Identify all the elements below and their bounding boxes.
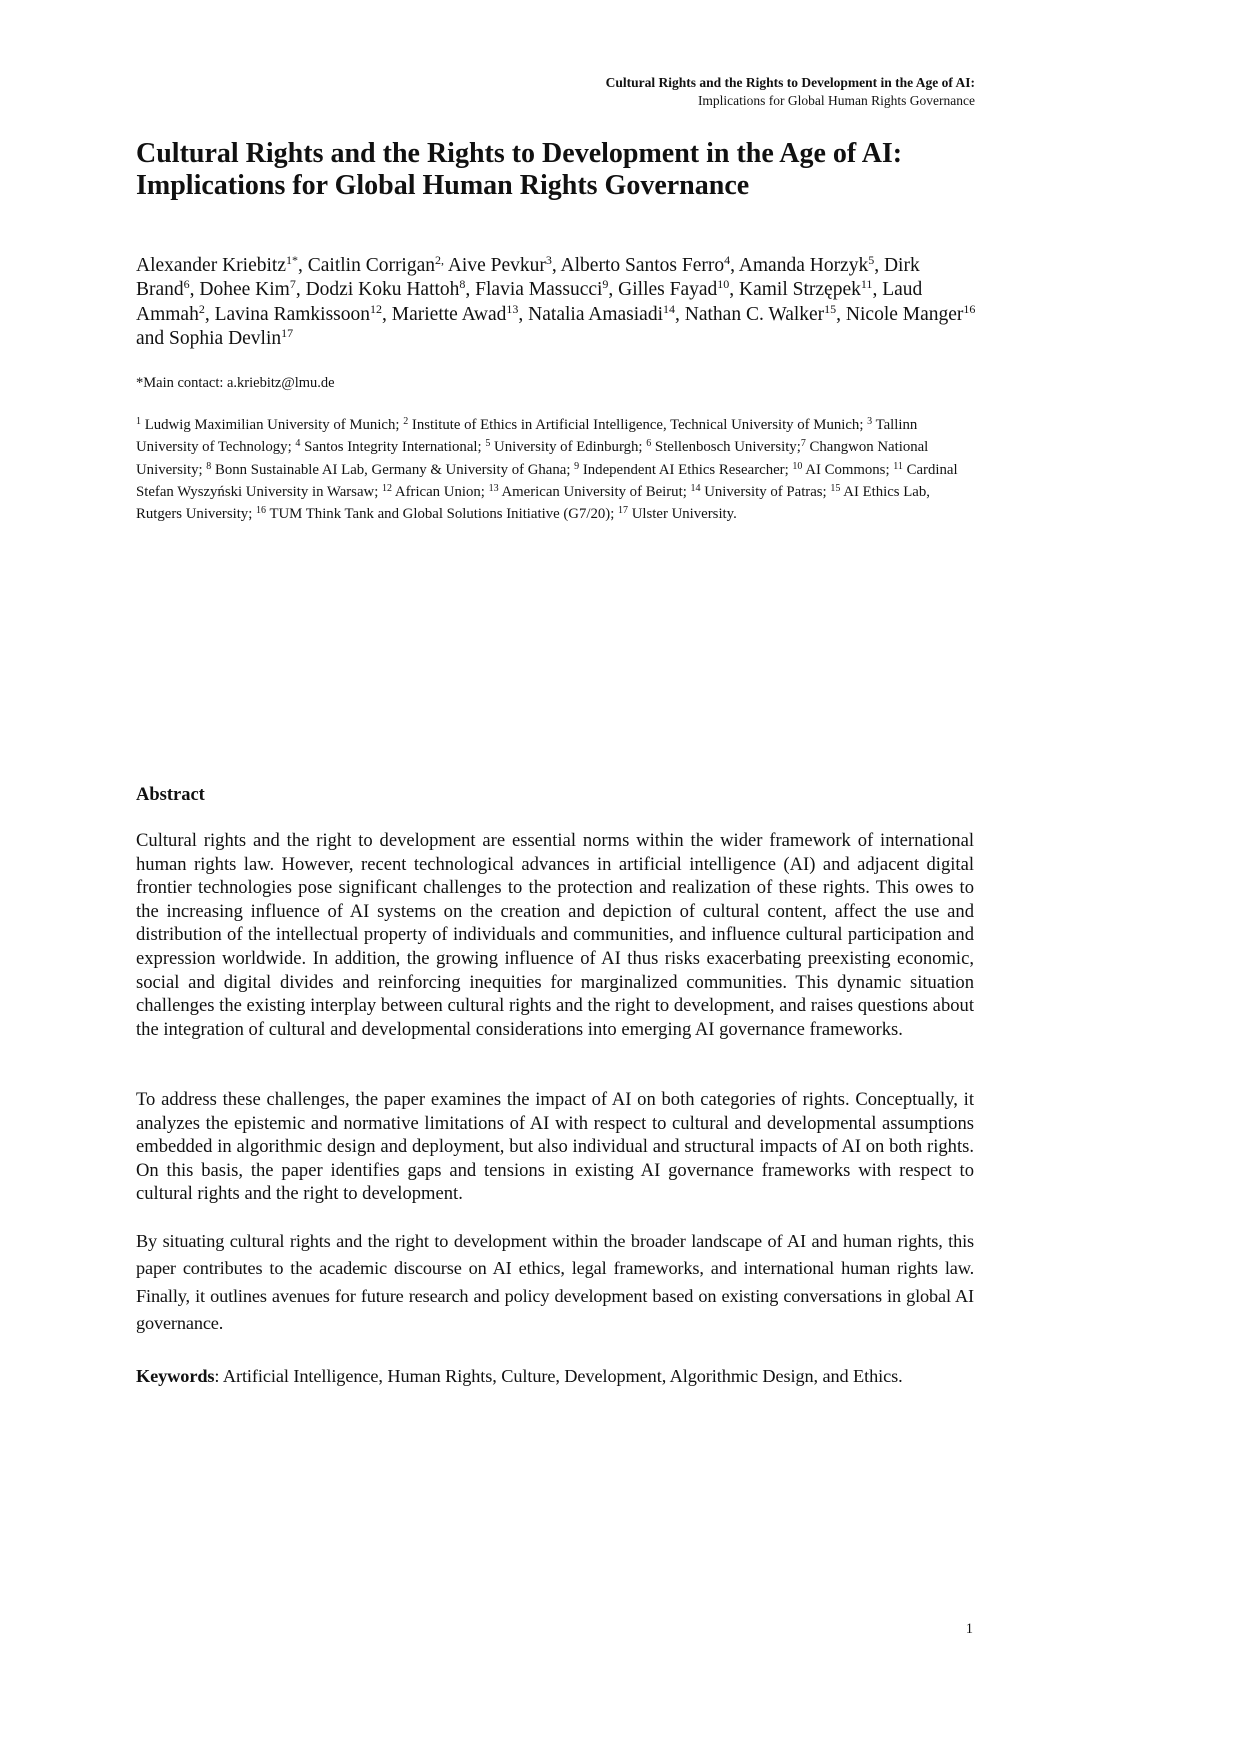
author-name: Dirk Brand	[136, 255, 920, 301]
affiliation-number: 3	[867, 416, 873, 427]
author-name: Lavina Ramkissoon	[214, 303, 371, 325]
author-name: Dodzi Koku Hattoh	[305, 279, 460, 301]
author-name: Alberto Santos Ferro	[560, 255, 725, 276]
keywords-label: Keywords	[136, 1366, 215, 1386]
author-name: Caitlin Corrigan	[307, 255, 436, 276]
author-affiliation-marker: 8	[459, 277, 466, 292]
author-name: Gilles Fayad	[618, 279, 718, 301]
author-name: Natalia Amasiadi	[528, 303, 664, 325]
affiliation-number: 5	[485, 438, 491, 450]
paper-title	[136, 138, 1116, 202]
affiliation-text: Cardinal Stefan Wyszyński University in Warsaw;	[136, 461, 958, 500]
page-number: 1	[965, 1621, 973, 1637]
author-name: Nicole Manger	[845, 303, 964, 325]
author-affiliation-marker: 16	[963, 301, 976, 316]
affiliation-text: Ludwig Maximilian University of Munich;	[141, 417, 404, 433]
author-name: Sophia Devlin	[169, 327, 282, 349]
running-header	[606, 74, 975, 110]
author-affiliation-marker: 14	[663, 301, 676, 316]
affiliation-number: 15	[830, 482, 841, 494]
abstract-paragraph-1: Cultural rights and the right to development are essential norms within the wider framework of international human rights law. However, recent technological advances in artificial intelligence (AI) and adjacent digital frontier technologies pose significant challenges to the protection and realization of these rights. This owes to the increasing influence of AI systems on the creation and depiction of cultural content, affect the use and distribution of the intellectual property of individuals and communities, and influence cultural participation and expression worldwide. In addition, the growing influence of AI thus risks exacerbating preexisting economic, social and digital divides and reinforcing inequities for marginalized communities. This dynamic situation challenges the existing interplay between cultural rights and the right to development, and raises questions about the integration of cultural and developmental considerations into emerging AI governance frameworks.	[136, 830, 974, 1040]
author-name: Kamil Strzępek	[739, 279, 861, 301]
keywords-text: : Artificial Intelligence, Human Rights, Culture, Development, Algorithmic Design, and Ethics.	[214, 1366, 903, 1386]
affiliation-text: Tallinn University of Technology;	[136, 417, 918, 456]
author-list: Alexander Kriebitz$^{1*}$, Caitlin Corrigan$^{2,}$ Aive Pevkur$^3$, Alberto Santos Ferro$^4$, Amanda Horzyk$^5$, Dirk Brand$^6$, Dohee Kim$^7$, Dodzi Koku Hattoh$^8$, Flavia Massucci$^9$, Gilles Fayad$^{10}$, Kamil Strzępek$^{11}$, Laud Ammah$^2$, Lavina Ramkissoon$^{12}$, Mariette Awad$^{13}$, Natalia Amasiadi$^{14}$, Nathan C. Walker$^{15}$, Nicole Manger$^{16}$ and Sophia Devlin$^{17}$	[136, 253, 976, 349]
author-name: Flavia Massucci	[475, 279, 603, 301]
affiliation-text: Institute of Ethics in Artificial Intelligence, Technical University of Munich;	[408, 417, 868, 433]
affiliation-number: 4	[295, 438, 301, 450]
affiliation-number: 6	[646, 438, 652, 450]
affiliation-text: Bonn Sustainable AI Lab, Germany & University of Ghana;	[211, 461, 575, 478]
affiliation-number: 16	[256, 505, 267, 517]
affiliation-text: University of Patras;	[700, 483, 831, 500]
author-affiliation-marker: 15	[824, 301, 837, 316]
author-affiliation-marker: 12	[370, 301, 383, 316]
affiliation-number: 17	[618, 505, 629, 517]
author-affiliation-marker: 2	[198, 301, 205, 316]
affiliation-number: 8	[206, 460, 212, 472]
author-affiliation-marker: 1*	[285, 253, 298, 267]
author-affiliation-marker: 10	[717, 277, 730, 292]
author-affiliation-marker: 13	[506, 301, 519, 316]
affiliation-number: 1	[136, 416, 141, 427]
author-affiliation-marker: 17	[281, 325, 294, 340]
affiliation-text: Santos Integrity International;	[300, 439, 486, 456]
paper-title-line-2: Implications for Global Human Rights Governance	[136, 170, 750, 201]
author-affiliation-marker: 6	[183, 277, 190, 292]
affiliation-text: Ulster University.	[628, 506, 737, 523]
author-name: Nathan C. Walker	[684, 303, 825, 325]
main-contact: *Main contact: a.kriebitz@lmu.de	[136, 375, 335, 391]
author-affiliation-marker: 7	[289, 277, 296, 292]
paper-title-line-1: Cultural Rights and the Rights to Development in the Age of AI:	[136, 138, 903, 169]
affiliation-text: Changwon National University;	[136, 439, 929, 478]
affiliation-number: 10	[792, 460, 803, 472]
author-affiliation-marker: 11	[860, 277, 873, 292]
affiliation-list	[136, 414, 976, 525]
affiliation-text: Independent AI Ethics Researcher;	[579, 461, 793, 478]
affiliation-text: AI Commons;	[802, 461, 894, 478]
abstract-paragraph-3: By situating cultural rights and the right to development within the broader landscape of AI and human rights, this paper contributes to the academic discourse on AI ethics, legal frameworks, and international human rights law. Finally, it outlines avenues for future research and policy development based on existing conversations in global AI governance.	[136, 1231, 974, 1333]
affiliation-number: 14	[690, 482, 701, 494]
author-affiliation-marker: 4	[724, 253, 731, 267]
affiliation-text: University of Edinburgh;	[490, 439, 647, 456]
affiliation-number: 9	[574, 460, 580, 472]
abstract-heading: Abstract	[136, 785, 205, 805]
affiliation-text: American University of Beirut;	[498, 483, 691, 500]
affiliation-text: African Union;	[392, 483, 489, 500]
affiliation-number: 12	[382, 482, 393, 494]
author-name: Alexander Kriebitz	[136, 255, 286, 276]
affiliation-number: 7	[800, 438, 806, 450]
affiliation-number: 11	[893, 460, 903, 472]
affiliation-number: 2	[403, 416, 409, 427]
author-name: Amanda Horzyk	[738, 255, 869, 276]
affiliation-text: AI Ethics Lab, Rutgers University;	[136, 483, 930, 523]
author-affiliation-marker: 9	[602, 277, 609, 292]
abstract-paragraph-2: To address these challenges, the paper examines the impact of AI on both categories of rights. Conceptually, it analyzes the epistemic and normative limitations of AI with respect to cultural and developmental assumptions embedded in algorithmic design and deployment, but also individual and structural impacts of AI on both rights. On this basis, the paper identifies gaps and tensions in existing AI governance frameworks with respect to cultural rights and the right to development.	[136, 1089, 974, 1205]
author-name: Aive Pevkur	[447, 255, 546, 276]
affiliation-text: TUM Think Tank and Global Solutions Initiative (G7/20);	[266, 506, 619, 523]
affiliation-text: Stellenbosch University;	[651, 439, 801, 456]
author-name: Laud Ammah	[136, 279, 923, 325]
keywords	[136, 1363, 974, 1390]
author-name: Mariette Awad	[391, 303, 507, 325]
running-header-subtitle: Implications for Global Human Rights Governance	[697, 93, 975, 108]
affiliation-number: 13	[488, 482, 499, 494]
author-name: Dohee Kim	[199, 279, 290, 301]
author-affiliation-marker: 3	[545, 253, 552, 267]
author-affiliation-marker: 5	[868, 253, 875, 267]
running-header-title: Cultural Rights and the Rights to Development in the Age of AI:	[605, 75, 975, 90]
author-affiliation-marker: 2,	[435, 253, 445, 267]
